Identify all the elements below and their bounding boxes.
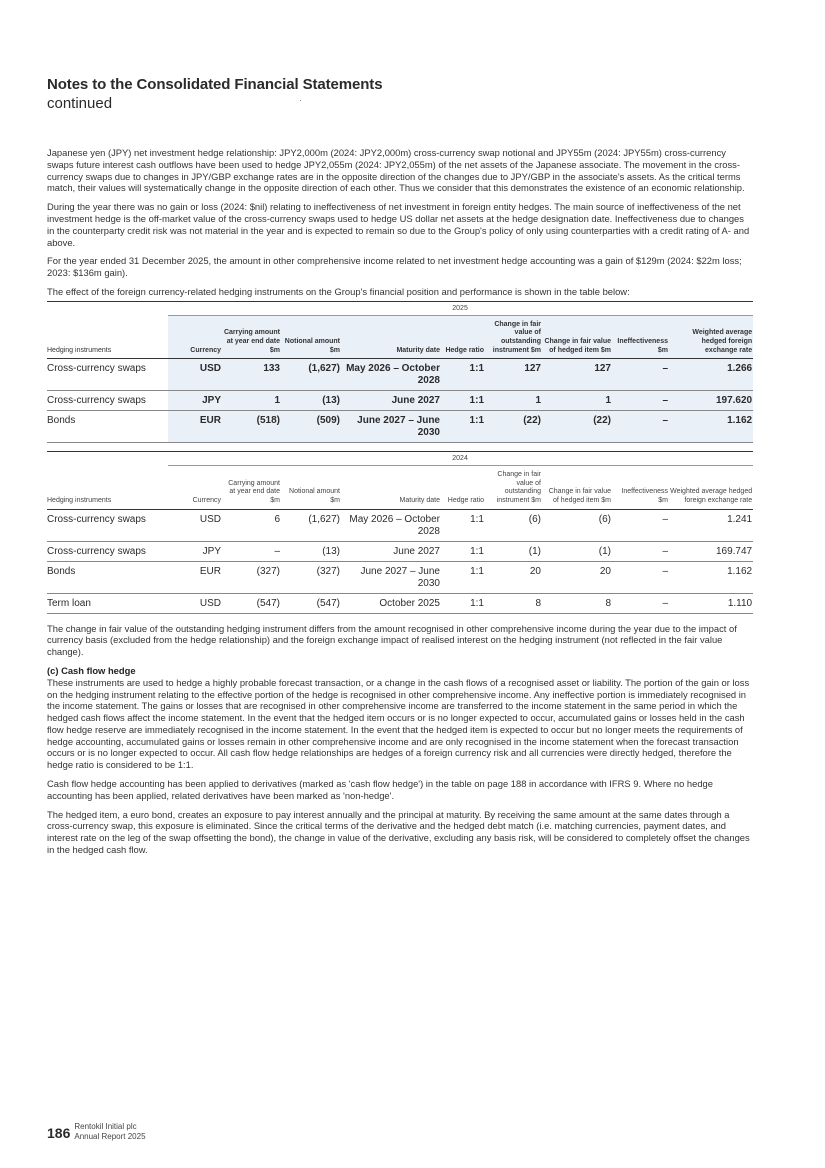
table-row [47, 391, 753, 411]
table-cell: May 2026 – October 2028 [341, 359, 441, 391]
column-header: Ineffectiveness $m [612, 315, 669, 358]
table-cell: June 2027 – June 2030 [341, 561, 441, 593]
table-cell: 1.266 [669, 359, 753, 391]
column-header: Currency [168, 466, 222, 509]
table-cell: Bonds [47, 411, 168, 443]
table-row [47, 593, 753, 613]
column-header: Ineffectiveness $m [612, 466, 669, 509]
paragraph-fair-value-difference: The change in fair value of the outstanding hedging instrument differs from the amount recognised in other comprehensive income during the year due to the impact of currency basis (excluded from the hedge relationship) and the foreign exchange impact of realised interest on the hedging instrument (not reflected in the fair value change). [47, 622, 737, 658]
table-cell: (22) [485, 411, 542, 443]
section-heading-cash-flow-hedge: (c) Cash flow hedge [47, 664, 136, 676]
table-cell: 1 [542, 391, 612, 411]
table-cell: (547) [222, 593, 281, 613]
table-cell: 1:1 [441, 593, 485, 613]
table-cell: June 2027 – June 2030 [341, 411, 441, 443]
table-cell: (327) [281, 561, 341, 593]
page-header [47, 76, 747, 113]
paragraph-euro-bond: The hedged item, a euro bond, creates an exposure to pay interest annually and the principal at maturity. By receiving the same amount at the same dates through a cross-currency swap, this exposure is eliminated. Since the critical terms of the derivative and the hedged debt match (i.e. matching currencies, payment dates, and interest rate on the leg of the swap offsetting the bond), the change in value of the derivative, excluding any basis risk, will be considered to completely offset the changes in the hedged cash flow. [47, 808, 750, 856]
page-footer [47, 1122, 146, 1141]
table-cell: Term loan [47, 593, 168, 613]
table-cell: (22) [542, 411, 612, 443]
table-cell: (6) [542, 509, 612, 541]
footer-report: Annual Report 2025 [74, 1131, 146, 1141]
paragraph-ifrs9: Cash flow hedge accounting has been applied to derivatives (marked as 'cash flow hedge') in the table on page 188 in accordance with IFRS 9. Where no hedge accounting has been applied, related derivatives have been marked as 'non-hedge'. [47, 778, 713, 801]
table-cell: Cross-currency swaps [47, 541, 168, 561]
stray-dot [300, 100, 301, 101]
table-cell: – [612, 593, 669, 613]
table-cell: (547) [281, 593, 341, 613]
table-cell: June 2027 [341, 391, 441, 411]
table-cell: – [612, 391, 669, 411]
table-cell: 1 [485, 391, 542, 411]
footer-text [74, 1122, 145, 1141]
page-title: Notes to the Consolidated Financial Statements [47, 76, 383, 93]
column-header: Weighted average hedged foreign exchange rate [669, 315, 753, 358]
table-cell: 8 [542, 593, 612, 613]
column-header: Change in fair value of hedged item $m [542, 466, 612, 509]
table-cell: – [612, 509, 669, 541]
column-header: Notional amount $m [281, 315, 341, 358]
table-cell: 127 [542, 359, 612, 391]
table-cell: (1) [542, 541, 612, 561]
table-cell: May 2026 – October 2028 [341, 509, 441, 541]
table-cell: Cross-currency swaps [47, 509, 168, 541]
paragraph-jpy-hedge: Japanese yen (JPY) net investment hedge relationship: JPY2,000m (2024: JPY2,000m) cross-currency swap notional and JPY55m (2024: JPY55m) cross-currency swaps future interest cash outflows have been used to hedge JPY2,055m (2024: JPY2,055m) of the net assets of the Japanese associate. The movement in the cross-currency swaps due to changes in JPY/GBP exchange rates are in the opposite direction of the changes due to JPY/GBP in the associate's assets. As the critical terms match, their values will systematically change in the opposite direction of each other. Thus we consider that this demonstrates the existence of an economic relationship. [47, 147, 745, 194]
table-cell: 1.162 [669, 411, 753, 443]
table-cell: (1) [485, 541, 542, 561]
column-header: Currency [168, 315, 222, 358]
table-cell: June 2027 [341, 541, 441, 561]
table-row [47, 561, 753, 593]
table-cell: 1.162 [669, 561, 753, 593]
year-label-2025: 2025 [168, 301, 753, 315]
page-number: 186 [47, 1125, 71, 1141]
column-header: Notional amount $m [281, 466, 341, 509]
column-header: Hedge ratio [441, 466, 485, 509]
paragraph-oci-gain: For the year ended 31 December 2025, the amount in other comprehensive income related to net investment hedge accounting was a gain of $129m (2024: $22m loss; 2023: $136m gain). [47, 255, 742, 279]
table-cell: 1:1 [441, 411, 485, 443]
table-cell: (13) [281, 541, 341, 561]
table-cell: October 2025 [341, 593, 441, 613]
table-cell: 127 [485, 359, 542, 391]
table-cell: 1:1 [441, 541, 485, 561]
paragraph-cash-flow-hedge: These instruments are used to hedge a highly probable forecast transaction, or a change in the cash flows of a recognised asset or liability. The portion of the gain or loss on the hedging instrument relating to the effective portion of the hedge is recognised in other comprehensive income. Any ineffective portion is immediately recognised in the income statement. The gains or losses that are recognised in other comprehensive income are transferred to the income statement in the same period in which the hedged cash flows affect the income statement. In the event that the hedged item occurs or is no longer expected to occur, accumulated gains or losses held in the cash flow hedge reserve are immediately recognised in the income statement. In the event that the hedged item is expected to occur but no longer meets the requirements of hedge accounting, accumulated gains or losses remain in other comprehensive income and are only recognised in the income statement when the forecast transaction occurs or is no longer expected to occur. All cash flow hedge relationships are hedges of a foreign currency risk and all currencies were directly hedged, therefore the hedge ratio is considered to be 1:1. [47, 676, 750, 771]
column-header: Carrying amount at year end date $m [222, 315, 281, 358]
table-row [47, 509, 753, 541]
column-header: Change in fair value of outstanding instrument $m [485, 315, 542, 358]
table-cell: 1:1 [441, 391, 485, 411]
table-cell: USD [168, 359, 222, 391]
column-header: Maturity date [341, 315, 441, 358]
paragraph-table-intro: The effect of the foreign currency-related hedging instruments on the Group's financial position and performance is shown in the table below: [47, 285, 630, 297]
hedging-table-2024 [47, 451, 753, 613]
table-cell: JPY [168, 541, 222, 561]
table-cell: 1 [222, 391, 281, 411]
table-cell: EUR [168, 561, 222, 593]
table-cell: (327) [222, 561, 281, 593]
table-cell: EUR [168, 411, 222, 443]
column-header: Weighted average hedged foreign exchange rate [669, 466, 753, 509]
table-cell: – [612, 561, 669, 593]
table-cell: Cross-currency swaps [47, 359, 168, 391]
table-cell: JPY [168, 391, 222, 411]
table-cell: – [612, 541, 669, 561]
table-cell: (1,627) [281, 509, 341, 541]
table-row [47, 359, 753, 391]
table-cell: (509) [281, 411, 341, 443]
table-cell: Bonds [47, 561, 168, 593]
table-cell: 133 [222, 359, 281, 391]
hedging-table-2025 [47, 301, 753, 443]
table-cell: (1,627) [281, 359, 341, 391]
table-row [47, 541, 753, 561]
table-cell: – [222, 541, 281, 561]
table-cell: (6) [485, 509, 542, 541]
column-header: Hedging instruments [47, 315, 168, 358]
table-cell: USD [168, 509, 222, 541]
column-header: Hedge ratio [441, 315, 485, 358]
column-header: Carrying amount at year end date $m [222, 466, 281, 509]
footer-company: Rentokil Initial plc [74, 1122, 137, 1131]
table-cell: 8 [485, 593, 542, 613]
table-cell: – [612, 359, 669, 391]
paragraph-ineffectiveness: During the year there was no gain or loss (2024: $nil) relating to ineffectiveness of net investment in foreign entity hedges. The main source of ineffectiveness of the net investment hedge is the off-market value of the cross-currency swaps used to hedge US dollar net assets at the hedge designation date. Ineffectiveness due to changes in the counterparty credit risk was not material in the year and is expected to remain so due to the Group's policy of only using counterparties with a credit rating of A- and above. [47, 201, 750, 248]
page-subtitle: continued [47, 95, 113, 112]
table-cell: USD [168, 593, 222, 613]
table-cell: 1.241 [669, 509, 753, 541]
table-cell: 20 [542, 561, 612, 593]
column-header: Change in fair value of hedged item $m [542, 315, 612, 358]
table-cell: – [612, 411, 669, 443]
column-header: Maturity date [341, 466, 441, 509]
main-content [47, 147, 753, 863]
table-cell: 1:1 [441, 561, 485, 593]
year-label-2024: 2024 [168, 452, 753, 466]
table-cell: 1.110 [669, 593, 753, 613]
table-cell: (518) [222, 411, 281, 443]
table-cell: 20 [485, 561, 542, 593]
table-cell: 197.620 [669, 391, 753, 411]
table-cell: 1:1 [441, 509, 485, 541]
table-cell: Cross-currency swaps [47, 391, 168, 411]
table-cell: 169.747 [669, 541, 753, 561]
column-header: Hedging instruments [47, 466, 168, 509]
table-cell: 6 [222, 509, 281, 541]
column-header: Change in fair value of outstanding instrument $m [485, 466, 542, 509]
table-cell: (13) [281, 391, 341, 411]
table-cell: 1:1 [441, 359, 485, 391]
table-row [47, 411, 753, 443]
